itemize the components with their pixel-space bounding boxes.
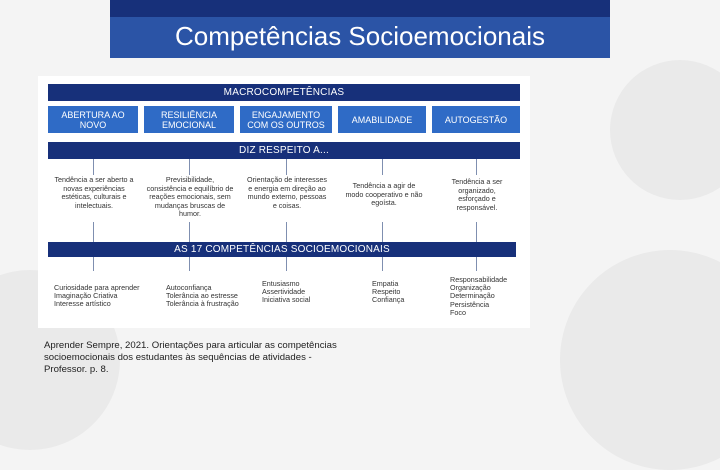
skills-abertura: [54, 284, 140, 309]
skill-item: Organização: [450, 283, 491, 293]
description-amabilidade: Tendência a agir de modo cooperativo e não egoísta.: [345, 181, 423, 208]
description-abertura: Tendência a ser aberto a novas experiências estéticas, culturais e intelectuais.: [54, 175, 134, 210]
macro-abertura: ABERTURA AO NOVO: [48, 106, 138, 133]
connector-line: [189, 159, 190, 175]
macro-resiliencia: RESILIÊNCIA EMOCIONAL: [144, 106, 234, 133]
skill-item: Persistência: [450, 299, 490, 309]
skill-item: Assertividade: [262, 287, 306, 297]
connector-line: [476, 257, 477, 271]
macro-amabilidade: AMABILIDADE: [338, 106, 426, 133]
connector-line: [382, 257, 383, 271]
competencies-figure: [38, 76, 530, 328]
skill-item: Confiança: [372, 295, 405, 305]
description-engajamento: Orientação de interesses e energia em direção ao mundo externo, pessoas e coisas.: [247, 175, 327, 210]
skills-header: AS 17 COMPETÊNCIAS SOCIOEMOCIONAIS: [48, 242, 516, 257]
skill-item: Curiosidade para aprender: [54, 283, 140, 292]
source-caption: Aprender Sempre, 2021. Orientações para articular as competências socioemocionais dos estudantes às sequências de atividades - Professor. p. 8.: [44, 340, 337, 375]
background-circle: [560, 250, 720, 470]
skill-item: Tolerância ao estresse: [166, 291, 238, 301]
diz-respeito-bar: DIZ RESPEITO A...: [48, 142, 520, 159]
skill-item: Foco: [450, 307, 466, 317]
macro-autogestao: AUTOGESTÃO: [432, 106, 520, 133]
skill-item: Determinação: [450, 291, 495, 301]
skill-item: Interesse artístico: [54, 299, 111, 309]
skills-engajamento: [262, 280, 310, 305]
skills-amabilidade: [372, 280, 404, 305]
connector-line: [476, 222, 477, 242]
skill-item: Imaginação Criativa: [54, 291, 118, 301]
connector-line: [382, 222, 383, 242]
skill-item: Autoconfiança: [166, 283, 212, 292]
skill-item: Responsabilidade: [450, 275, 508, 284]
skill-item: Respeito: [372, 287, 401, 297]
description-resiliencia: Previsibilidade, consistência e equilíbrio de reações emocionais, sem mudanças bruscas de humor.: [146, 175, 234, 219]
connector-line: [286, 159, 287, 175]
slide-title: Competências Socioemocionais: [175, 21, 545, 51]
macro-engajamento: ENGAJAMENTO COM OS OUTROS: [240, 106, 332, 133]
skill-item: Tolerância à frustração: [166, 299, 239, 309]
connector-line: [382, 159, 383, 175]
connector-line: [189, 222, 190, 242]
title-bar: [110, 0, 610, 58]
connector-line: [476, 159, 477, 175]
connector-line: [189, 257, 190, 271]
skill-item: Entusiasmo: [262, 279, 300, 288]
macro-header: MACROCOMPETÊNCIAS: [48, 84, 520, 101]
description-autogestao: Tendência a ser organizado, esforçado e responsável.: [451, 177, 503, 212]
background-circle: [610, 60, 720, 200]
connector-line: [286, 222, 287, 242]
connector-line: [93, 222, 94, 242]
connector-line: [93, 159, 94, 175]
connector-line: [93, 257, 94, 271]
skill-item: Iniciativa social: [262, 295, 311, 305]
skills-resiliencia: [166, 284, 239, 309]
connector-line: [286, 257, 287, 271]
skills-autogestao: [450, 276, 507, 317]
skill-item: Empatia: [372, 279, 399, 288]
